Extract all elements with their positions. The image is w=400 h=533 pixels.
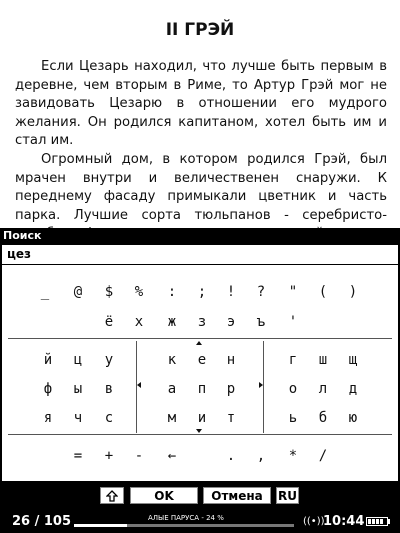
keyboard-key[interactable]: _ bbox=[40, 284, 50, 300]
keyboard-key[interactable]: т bbox=[226, 410, 236, 426]
clock: 10:44 bbox=[323, 514, 365, 529]
keyboard-key[interactable]: ( bbox=[318, 284, 328, 300]
keyboard-divider bbox=[263, 341, 264, 433]
keyboard-key[interactable]: ц bbox=[73, 352, 83, 368]
keyboard-key[interactable]: ь bbox=[288, 410, 298, 426]
status-bar bbox=[0, 511, 400, 533]
battery-tip bbox=[388, 519, 390, 524]
paragraph: Огромный дом, в котором родился Грэй, был мрачен внутри и величественен снаружи. К переднему фасаду примыкали цветник и часть парка. Лучшие сорта тюльпанов - серебристо- bbox=[15, 151, 387, 223]
keyboard-divider bbox=[8, 434, 392, 435]
keyboard-key[interactable]: @ bbox=[73, 284, 83, 300]
keyboard-key[interactable]: я bbox=[43, 410, 53, 426]
keyboard-key[interactable]: а bbox=[167, 381, 177, 397]
shift-up-arrow-icon bbox=[106, 490, 118, 502]
nav-arrow-left-icon bbox=[137, 382, 141, 388]
search-dialog bbox=[0, 228, 400, 511]
keyboard-key[interactable]: ч bbox=[73, 410, 83, 426]
shift-button[interactable] bbox=[100, 487, 124, 504]
keyboard-key[interactable]: г bbox=[288, 352, 298, 368]
keyboard-key[interactable]: ? bbox=[256, 284, 266, 300]
keyboard-key[interactable]: х bbox=[134, 314, 144, 330]
keyboard-key[interactable]: ' bbox=[288, 314, 298, 330]
keyboard-key[interactable]: й bbox=[43, 352, 53, 368]
keyboard-key[interactable]: б bbox=[318, 410, 328, 426]
paragraph: Если Цезарь находил, что лучше быть первым в деревне, чем вторым в Риме, то Артур Грэй мог не завидовать Цезарю в отношении его мудрого желания. Он родился капитаном, хотел быть им и стал им. bbox=[15, 59, 387, 149]
keyboard-key[interactable]: к bbox=[167, 352, 177, 368]
dialog-buttonbar bbox=[0, 481, 400, 511]
keyboard-key[interactable]: ! bbox=[226, 284, 236, 300]
cancel-button[interactable]: Отмена bbox=[203, 487, 271, 504]
keyboard-key[interactable]: э bbox=[226, 314, 236, 330]
keyboard-key[interactable]: * bbox=[288, 448, 298, 464]
keyboard-key[interactable]: в bbox=[104, 381, 114, 397]
keyboard-key[interactable]: м bbox=[167, 410, 177, 426]
keyboard-key[interactable]: ф bbox=[43, 381, 53, 397]
keyboard-key[interactable]: р bbox=[226, 381, 236, 397]
nav-arrow-down-icon bbox=[196, 429, 202, 433]
keyboard-key[interactable]: з bbox=[197, 314, 207, 330]
keyboard-key[interactable]: ж bbox=[167, 314, 177, 330]
keyboard-key[interactable]: д bbox=[348, 381, 358, 397]
keyboard-key[interactable]: ё bbox=[104, 314, 114, 330]
book-title: АЛЫЕ ПАРУСА - 24 % bbox=[148, 514, 224, 522]
book-text bbox=[15, 58, 387, 228]
keyboard-key[interactable]: + bbox=[104, 448, 114, 464]
keyboard-key[interactable]: , bbox=[256, 448, 266, 464]
keyboard-key[interactable]: " bbox=[288, 284, 298, 300]
nav-arrow-up-icon bbox=[196, 341, 202, 345]
keyboard-key[interactable]: ; bbox=[197, 284, 207, 300]
keyboard-key[interactable]: л bbox=[318, 381, 328, 397]
keyboard-divider bbox=[8, 338, 392, 339]
reading-progress-bar[interactable] bbox=[74, 524, 294, 527]
ok-button[interactable]: OK bbox=[130, 487, 198, 504]
keyboard-key[interactable]: ы bbox=[73, 381, 83, 397]
keyboard-key[interactable]: = bbox=[73, 448, 83, 464]
keyboard-key[interactable]: е bbox=[197, 352, 207, 368]
keyboard-key[interactable]: о bbox=[288, 381, 298, 397]
keyboard-key[interactable]: / bbox=[318, 448, 328, 464]
nav-arrow-right-icon bbox=[259, 382, 263, 388]
wireless-icon: ((•)) bbox=[303, 516, 325, 527]
keyboard-key[interactable]: ш bbox=[318, 352, 328, 368]
page-counter[interactable]: 26 / 105 bbox=[12, 514, 72, 529]
chapter-title: II ГРЭЙ bbox=[165, 20, 235, 40]
keyboard-key[interactable]: щ bbox=[348, 352, 358, 368]
keyboard-key[interactable]: и bbox=[197, 410, 207, 426]
backspace-key[interactable]: ← bbox=[167, 448, 177, 464]
keyboard-key[interactable]: $ bbox=[104, 284, 114, 300]
keyboard-key[interactable]: ) bbox=[348, 284, 358, 300]
language-button[interactable]: RU bbox=[276, 487, 299, 504]
keyboard-key[interactable]: п bbox=[197, 381, 207, 397]
search-input[interactable]: цез bbox=[2, 245, 398, 264]
keyboard-key[interactable]: н bbox=[226, 352, 236, 368]
battery-icon bbox=[366, 517, 388, 526]
keyboard-key[interactable]: . bbox=[226, 448, 236, 464]
keyboard-key[interactable]: % bbox=[134, 284, 144, 300]
virtual-keyboard bbox=[2, 265, 398, 481]
dialog-title: Поиск bbox=[0, 228, 400, 244]
book-page bbox=[0, 0, 400, 228]
keyboard-key[interactable]: ъ bbox=[256, 314, 266, 330]
keyboard-key[interactable]: ю bbox=[348, 410, 358, 426]
keyboard-key[interactable]: - bbox=[134, 448, 144, 464]
reading-progress-fill bbox=[74, 524, 127, 527]
keyboard-key[interactable]: с bbox=[104, 410, 114, 426]
keyboard-key[interactable]: : bbox=[167, 284, 177, 300]
keyboard-key[interactable]: у bbox=[104, 352, 114, 368]
